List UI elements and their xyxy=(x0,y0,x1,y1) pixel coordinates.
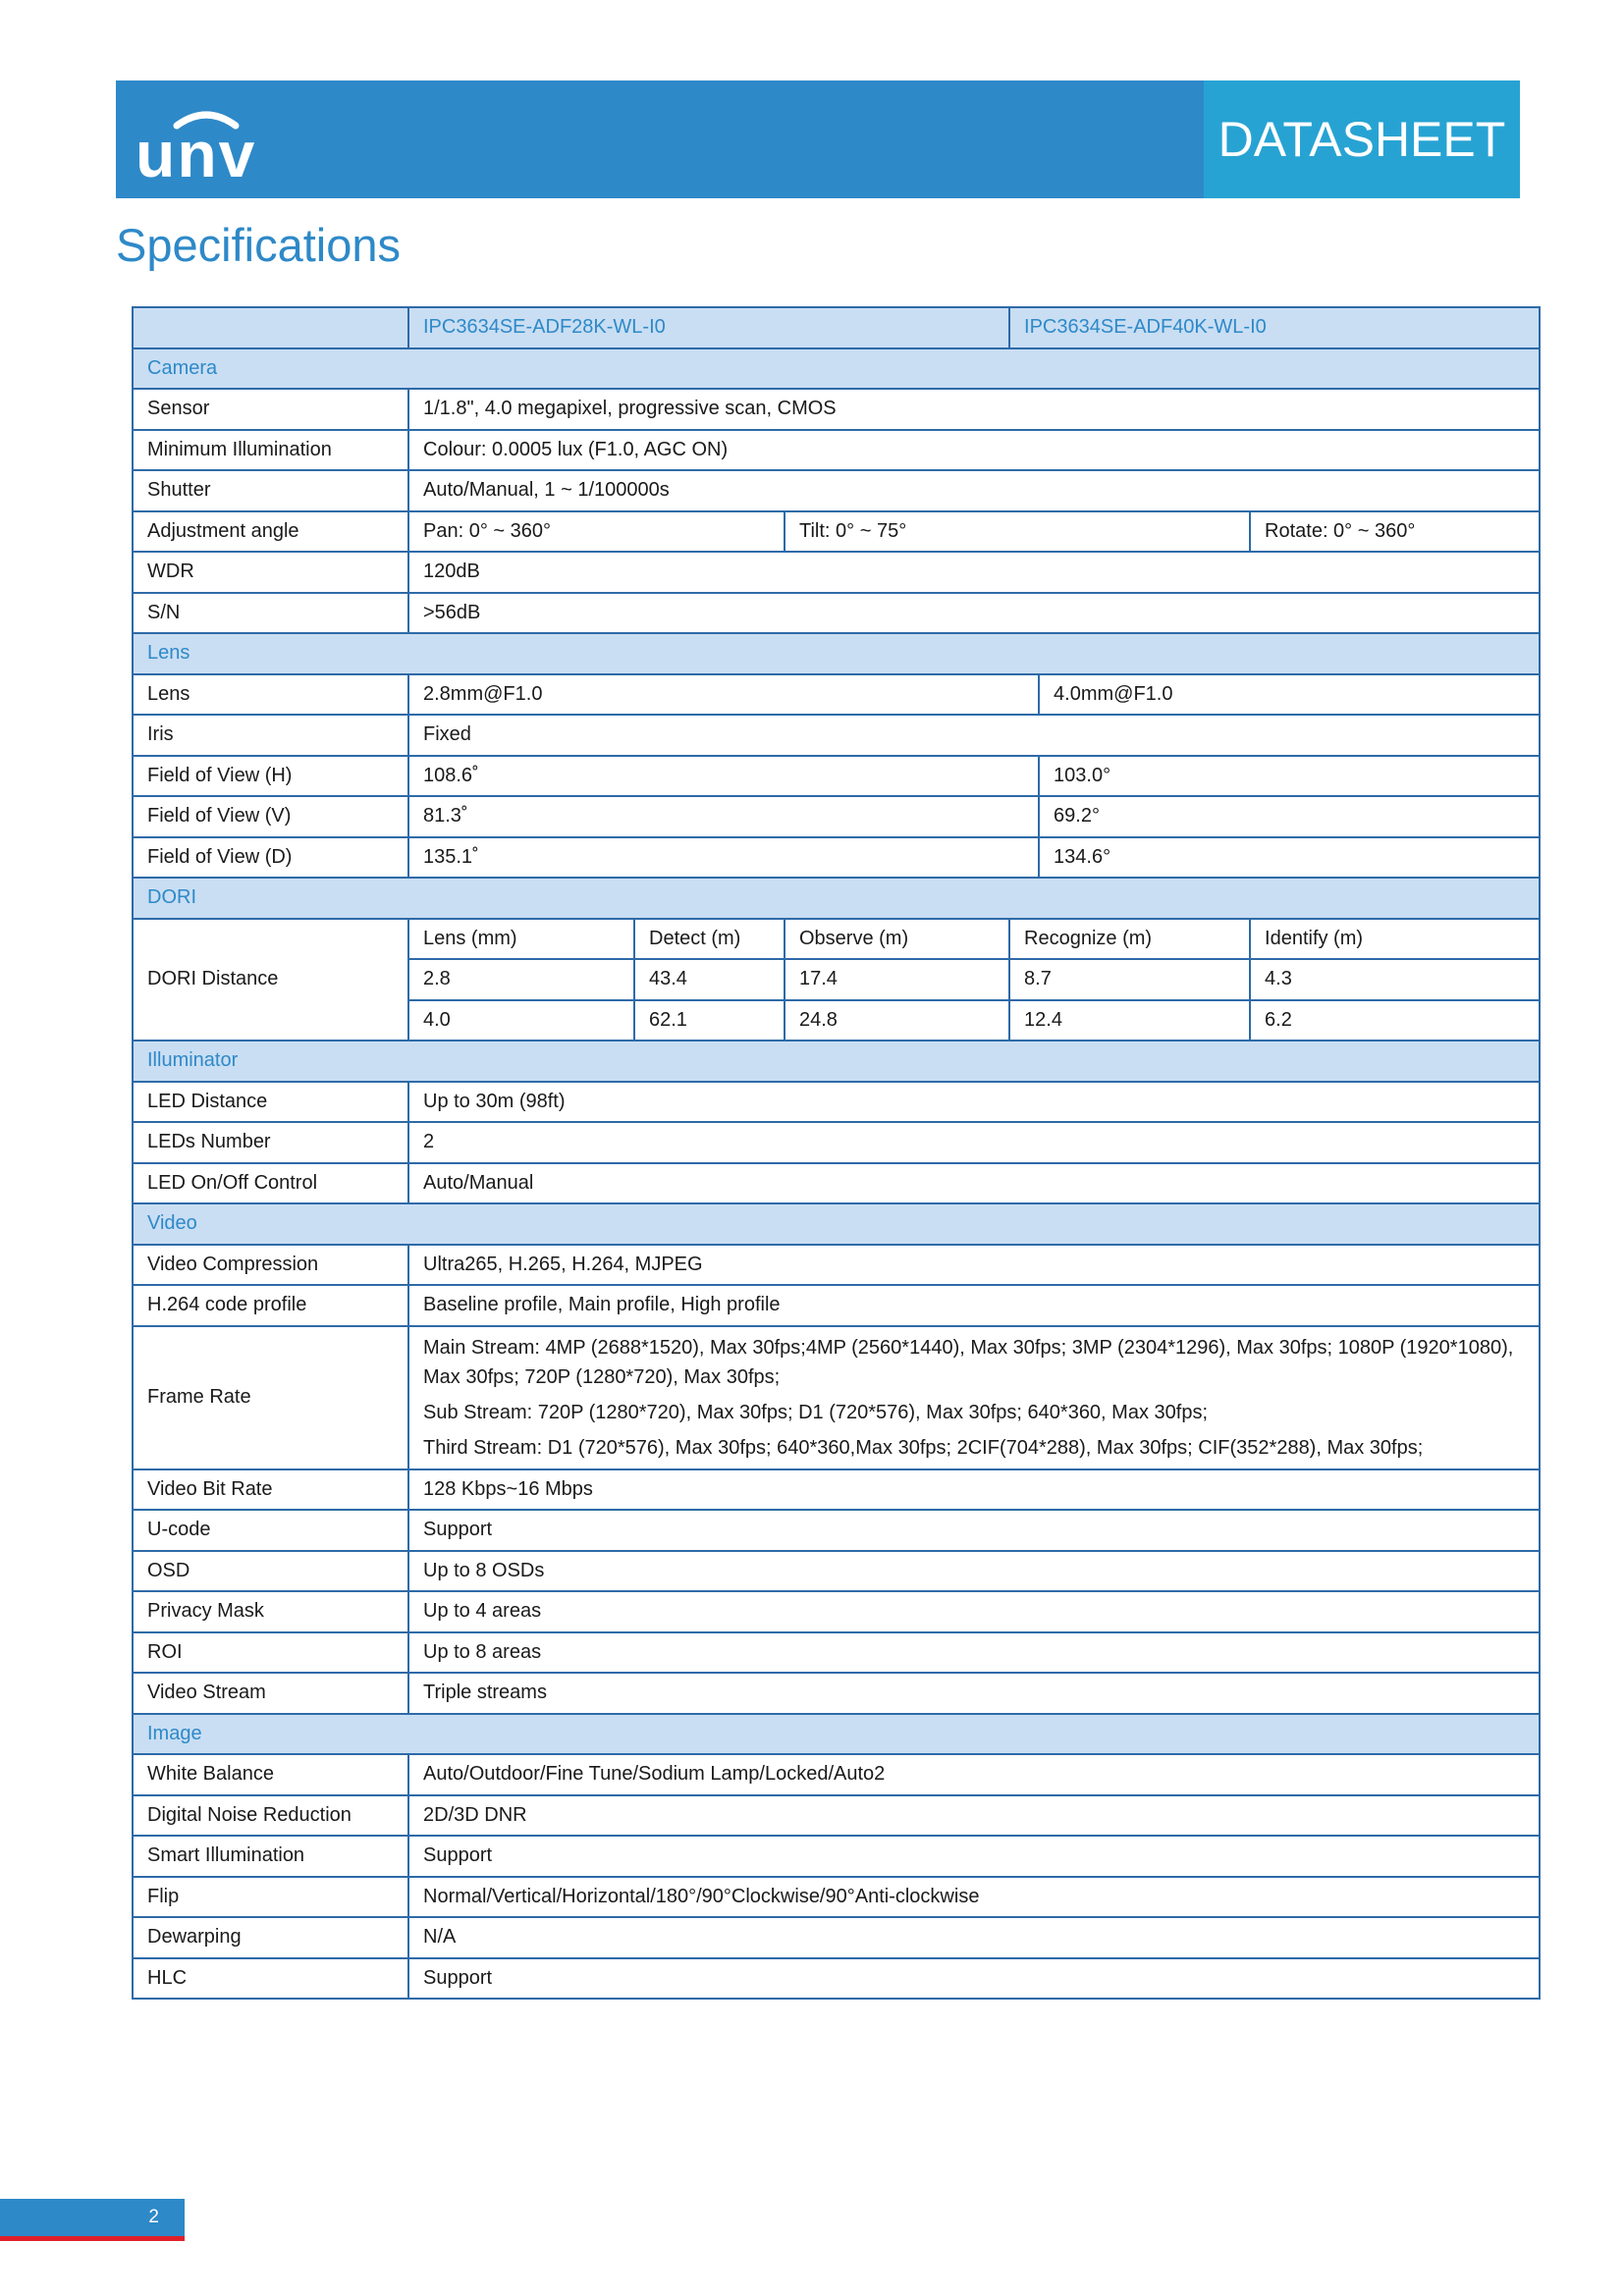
table-row: Shutter Auto/Manual, 1 ~ 1/100000s xyxy=(133,470,1540,511)
table-row: Field of View (D) 135.1˚ 134.6° xyxy=(133,837,1540,879)
model-1: IPC3634SE-ADF28K-WL-I0 xyxy=(408,307,1009,348)
section-camera: Camera xyxy=(133,348,1540,390)
frame-rate-sub: Sub Stream: 720P (1280*720), Max 30fps; D1 (720*576), Max 30fps; 640*360, Max 30fps; xyxy=(423,1401,1208,1423)
table-row: Field of View (H) 108.6˚ 103.0° xyxy=(133,756,1540,797)
section-video: Video xyxy=(133,1203,1540,1245)
table-row: Video Bit Rate 128 Kbps~16 Mbps xyxy=(133,1469,1540,1511)
table-row: White Balance Auto/Outdoor/Fine Tune/Sodium Lamp/Locked/Auto2 xyxy=(133,1754,1540,1795)
table-row: LED Distance Up to 30m (98ft) xyxy=(133,1082,1540,1123)
table-row: Flip Normal/Vertical/Horizontal/180°/90°Clockwise/90°Anti-clockwise xyxy=(133,1877,1540,1918)
table-row: Privacy Mask Up to 4 areas xyxy=(133,1591,1540,1632)
section-illuminator: Illuminator xyxy=(133,1041,1540,1082)
table-row: Digital Noise Reduction 2D/3D DNR xyxy=(133,1795,1540,1837)
frame-rate-main: Main Stream: 4MP (2688*1520), Max 30fps;4MP (2560*1440), Max 30fps; 3MP (2304*1296), Max 30fps; 1080P (1920*1080), Max 30fps; 720P (1280*720), Max 30fps; xyxy=(423,1336,1514,1388)
section-image: Image xyxy=(133,1714,1540,1755)
table-row: Sensor 1/1.8", 4.0 megapixel, progressive scan, CMOS xyxy=(133,389,1540,430)
spec-table xyxy=(132,306,1541,2000)
table-row: Video Compression Ultra265, H.265, H.264, MJPEG xyxy=(133,1245,1540,1286)
section-lens: Lens xyxy=(133,633,1540,674)
table-row: WDR 120dB xyxy=(133,552,1540,593)
table-row: S/N >56dB xyxy=(133,593,1540,634)
dori-row: 2.8 43.4 17.4 8.7 4.3 xyxy=(133,959,1540,1000)
frame-rate-row: Frame Rate Main Stream: 4MP (2688*1520), Max 30fps;4MP (2560*1440), Max 30fps; 3MP (2304*1296), Max 30fps; 1080P (1920*1080), Max 30fps; 720P (1280*720), Max 30fps; Sub Stream: 720P (1280*720), Max 30fps; D1 (720*576), Max 30fps; 640*360, Max 30fps; Third Stream: D1 (720*576), Max 30fps; 640*360,Max 30fps; 2CIF(704*288), Max 30fps; CIF(352*288), Max 30fps; xyxy=(133,1326,1540,1469)
table-row: Lens 2.8mm@F1.0 4.0mm@F1.0 xyxy=(133,674,1540,716)
datasheet-label: DATASHEET xyxy=(1204,80,1520,198)
page-number-underline xyxy=(0,2236,185,2241)
table-row: Iris Fixed xyxy=(133,715,1540,756)
section-dori: DORI xyxy=(133,878,1540,919)
page-title: Specifications xyxy=(116,219,401,271)
table-row: Smart Illumination Support xyxy=(133,1836,1540,1877)
dori-label: DORI Distance xyxy=(133,919,408,1041)
dori-row: 4.0 62.1 24.8 12.4 6.2 xyxy=(133,1000,1540,1041)
table-row: Adjustment angle Pan: 0° ~ 360° Tilt: 0° ~ 75° Rotate: 0° ~ 360° xyxy=(133,511,1540,553)
model-2: IPC3634SE-ADF40K-WL-I0 xyxy=(1009,307,1540,348)
table-row: ROI Up to 8 areas xyxy=(133,1632,1540,1674)
dori-header-row: DORI Distance Lens (mm) Detect (m) Observe (m) Recognize (m) Identify (m) xyxy=(133,919,1540,960)
table-row: Video Stream Triple streams xyxy=(133,1673,1540,1714)
table-row: LED On/Off Control Auto/Manual xyxy=(133,1163,1540,1204)
table-row: OSD Up to 8 OSDs xyxy=(133,1551,1540,1592)
table-row: U-code Support xyxy=(133,1510,1540,1551)
table-row: Field of View (V) 81.3˚ 69.2° xyxy=(133,796,1540,837)
frame-rate-third: Third Stream: D1 (720*576), Max 30fps; 640*360,Max 30fps; 2CIF(704*288), Max 30fps; CIF(352*288), Max 30fps; xyxy=(423,1436,1424,1459)
table-row: Minimum Illumination Colour: 0.0005 lux (F1.0, AGC ON) xyxy=(133,430,1540,471)
page-number: 2 xyxy=(0,2199,185,2236)
table-row: LEDs Number 2 xyxy=(133,1122,1540,1163)
table-row: H.264 code profile Baseline profile, Main profile, High profile xyxy=(133,1285,1540,1326)
table-row: HLC Support xyxy=(133,1958,1540,2000)
table-row: Dewarping N/A xyxy=(133,1917,1540,1958)
model-header-row xyxy=(133,307,1540,348)
unv-logo xyxy=(135,98,283,187)
svg-text:unv: unv xyxy=(135,118,257,187)
